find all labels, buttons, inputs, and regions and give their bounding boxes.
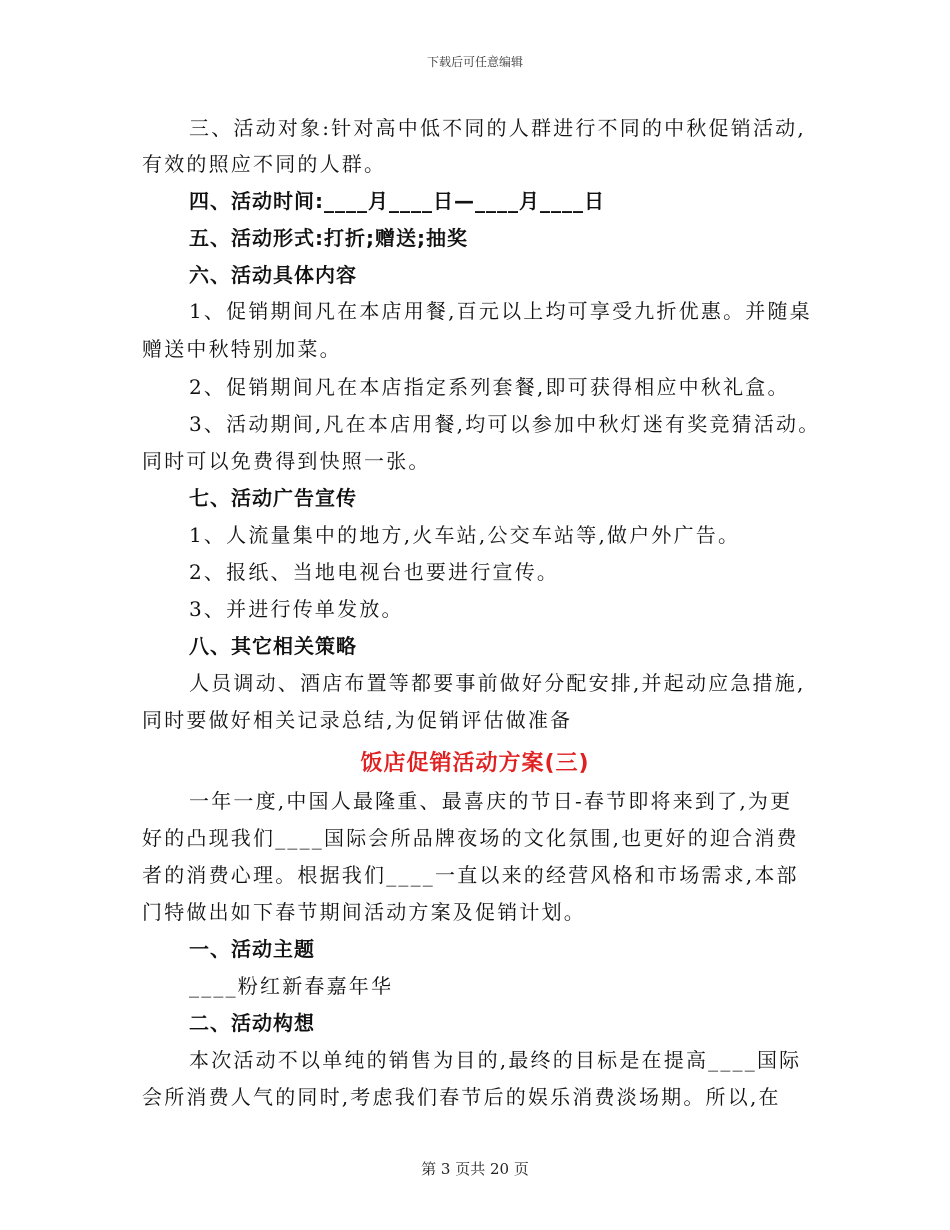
paragraph-line: 三、活动对象:针对高中低不同的人群进行不同的中秋促销活动, [189,116,806,140]
page-header: 下载后可任意编辑 [426,55,523,69]
paragraph-line: 1、人流量集中的地方,火车站,公交车站等,做户外广告。 [189,523,741,547]
paragraph-line: 1、促销期间凡在本店用餐,百元以上均可享受九折优惠。并随桌 [189,299,812,323]
paragraph-line: 会所消费人气的同时,考虑我们春节后的娱乐消费淡场期。所以,在 [142,1085,781,1109]
section-heading: 四、活动时间:____月____日—____月____日 [189,189,605,213]
page-footer: 第 3 页共 20 页 [421,1160,529,1178]
paragraph-line: 同时要做好相关记录总结,为促销评估做准备 [142,708,573,732]
paragraph-line: ____粉红新春嘉年华 [189,974,394,998]
paragraph-line: 本次活动不以单纯的销售为目的,最终的目标是在提高____国际 [189,1048,802,1072]
paragraph-line: 3、活动期间,凡在本店用餐,均可以参加中秋灯迷有奖竞猜活动。 [189,412,821,436]
section-heading: 二、活动构想 [189,1011,315,1035]
paragraph-line: 好的凸现我们____国际会所品牌夜场的文化氛围,也更好的迎合消费 [142,826,799,850]
paragraph-line: 一年一度,中国人最隆重、最喜庆的节日-春节即将来到了,为更 [189,789,793,813]
section-heading: 七、活动广告宣传 [189,486,357,510]
paragraph-line: 者的消费心理。根据我们____一直以来的经营风格和市场需求,本部 [142,863,799,887]
paragraph-line: 门特做出如下春节期间活动方案及促销计划。 [142,900,586,924]
document-title: 饭店促销活动方案(三) [360,751,590,776]
paragraph-line: 有效的照应不同的人群。 [142,152,387,176]
paragraph-line: 同时可以免费得到快照一张。 [142,449,431,473]
paragraph-line: 2、促销期间凡在本店指定系列套餐,即可获得相应中秋礼盒。 [189,375,790,399]
section-heading: 八、其它相关策略 [189,634,357,658]
paragraph-line: 3、并进行传单发放。 [189,597,404,621]
section-heading: 五、活动形式:打折;赠送;抽奖 [189,226,468,250]
paragraph-line: 赠送中秋特别加菜。 [142,337,342,361]
section-heading: 一、活动主题 [189,937,315,961]
paragraph-line: 人员调动、酒店布置等都要事前做好分配安排,并起动应急措施, [189,671,806,695]
paragraph-line: 2、报纸、当地电视台也要进行宣传。 [189,560,560,584]
section-heading: 六、活动具体内容 [189,263,357,287]
